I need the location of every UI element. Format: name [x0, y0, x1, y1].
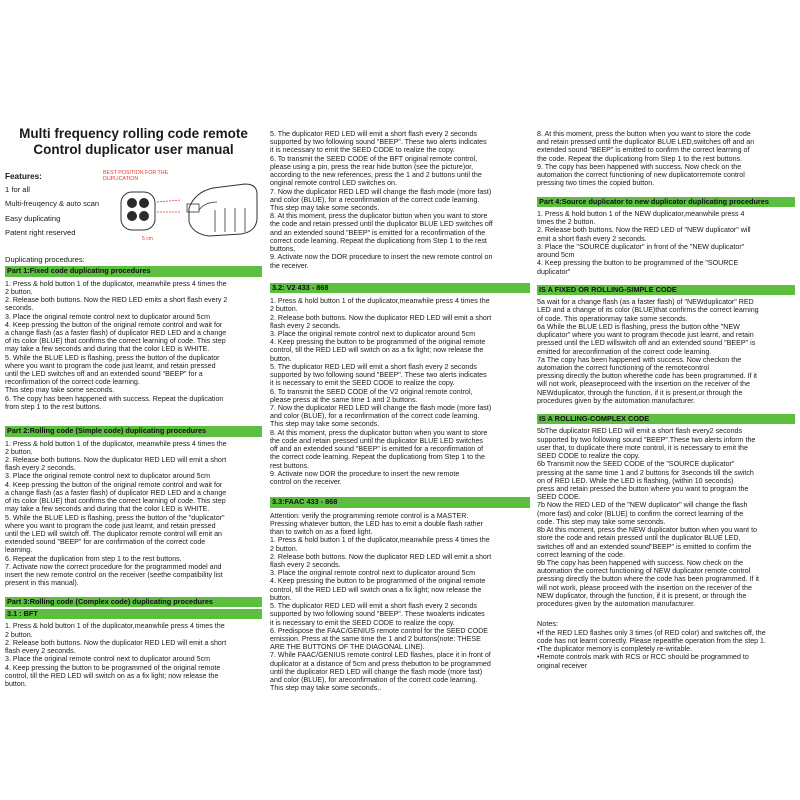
bft-heading: 3.1 : BFT: [5, 609, 262, 619]
column-middle: [270, 0, 530, 692]
part2-heading: Part 2:Rolling code (Simple code) duplicating procedures: [5, 426, 262, 436]
notes-text: •If the RED LED flashes only 3 times (of RED color) and switches off, the code has not learnt correctly. Please repeatthe operation from the step 1. •The duplicator memory is completely re-writable. •Remote controls mark with RCS or RCC should be programmed to original receiver: [537, 628, 766, 670]
complex-text: 5bThe duplicator RED LED will emit a short flash every2 seconds supported by two following sound "BEEP".These two alerts inform the user that, to duplicate there mote control, it is necessary to emit the SEED CODE to realize the copy. 6b Transmit now the SEED CODE of the "SOURCE duplicator" pressing at the same time 1 and 2 buttons for 3seconds till the switch on of RED LED. While the LED is flashing, (within 10 seconds) press and retain pressed the button where you want to program the SEED CODE. 7b Now the RED LED of the "NEW duplicator" will change the flash (more fast) and color (BLUE) to confirm the correct learning of the code. This step may take some seconds. 8b At this moment, press the NEW duplicator button when you want to store the code and retain pressed until the duplicator BLUE LED, switches off and an extended sound"BEEP" is emitted to confirm the correct learning of the code. 9b The copy has been happened with success. Now check on the automation the correct functioning of NEW duplicator remote control pressing directly the button where the code has been programmed. If it will not work, please proceed with the insertion on the receiver of the NEW duplicator, through the function, if it is present, or through the procedures given by the automation manufacturer.: [537, 427, 760, 609]
procedures-label: Duplicating procedures:: [5, 255, 85, 265]
part2-text: 1. Press & hold button 1 of the duplicator, meanwhile press 4 times the 2 button. 2. Release both buttons. Now the duplicator RED LED will emit a short flash every 2 seconds. 3. Place the original remote control next to duplicator around 5cm 4. Keep pressing the button of the original remote control and wait for a change flash (as a faster flash) of duplicator RED LED and a change of its color (BLUE) that confirms the correct learning of code. This step may take a few seconds and during that the color LED is WHITE. 5. While the BLUE LED is flashing, press the button of the "duplicator" where you want to program the code just learnt, and retain pressed until the LED will switch off. The duplicator remote control will emit an extended sound "BEEP" for are confirmation of the correct code learning. 6. Repeat the duplication from step 1 to the rest buttons. 7. Activate now the correct procedure for the programmed model and insert the new remote control on the receiver (seethe compatibility list present in this manual).: [5, 439, 227, 588]
bft-text: 1. Press & hold button 1 of the duplicator,meanwhile press 4 times the 2 button. 2. Release both buttons. Now the duplicator RED LED will emit a short flash every 2 seconds. 3. Place the original remote control next to duplicator around 5cm 4. Keep pressing the button to be programmed of the original remote control, till the RED LED will switch on as a fix light; now release the button.: [5, 622, 227, 688]
column-right: [537, 0, 795, 670]
feature-item: Easy duplicating: [5, 214, 61, 224]
fixed-simple-text: 5a wait for a change flash (as a faster flash) of "NEWduplicator" RED LED and a change of its color (BLUE)that confirms the correct learning of code. This operationmay take some seconds. 6a While the BLUE LED is flashing, press the button ofthe "NEW duplicator" where you want to program thecode just learnt, and retain pressed until the LED willswitch off and an extended sound "BEEP" is emitted for areconfirmation of the correct code learning. 7a The copy has been happened with success. Now checkon the automation the correct functioning of the remotecontrol pressing directly the button wherethe code has been programmed. If it will not work, pleaseproceed with the insertion on the receiver of the NEWduplicator, through the function, if it is present,or through the procedures given by the automation manufacturer.: [537, 298, 759, 405]
feature-item: 1 for all: [5, 185, 30, 195]
complex-heading: IS A ROLLING-COMPLEX CODE: [537, 414, 795, 424]
feature-item: Multi-freuqency & auto scan: [5, 199, 100, 209]
faac-heading: 3.3:FAAC 433 - 868: [270, 497, 530, 507]
title-line-1: Multi frequency rolling code remote: [19, 126, 248, 141]
faac-text-continued: 8. At this moment, press the button when you want to store the code and retain pressed until the duplicator BLUE LED,switches off and an extended sound "BEEP" is emitted to confirm the correct learning of the code. Repeat the duplicationg from Step 1 to the rest buttons. 9. The copy has been happened with success. Now check on the automation the correct functioning of new duplicatorremote control pressing two times the copied button.: [537, 130, 755, 188]
feature-item: Patent right reserved: [5, 228, 76, 238]
v2-text: 1. Press & hold button 1 of the duplicator,meanwhile press 4 times the 2 button. 2. Release both buttons. Now the duplicator RED LED will emit a short flash every 2 seconds. 3. Place the original remote control next to duplicator around 5cm 4. Keep pressing the button to be programmed of the original remote control, till the RED LED will switch on as a fix light; now release the button. 5. The duplicator RED LED will emit a short flash every 2 seconds supported by two following sound "BEEP". These two alerts indicates it is necessary to emit the SEED CODE to realize the copy. 6. To transmit the SEED CODE of the V2 original remote control, please press at the same time 1 and 2 buttons. 7. Now the duplicator RED LED will change the flash mode (more fast) and color (BLUE), for a reconfirmation of the correct code learning. This step may take some seconds. 8. At this moment, press the duplicator button when you want to store the code and retain pressed until the duplicator BLUE LED switches off and an extended sound "BEEP" is emitted for a reconfirmation of the correct code learning. Repeat the duplicationg from Step 1 to the rest buttons. 9. Activate now DOR the procedure to insert the new remote control on the receiver.: [270, 297, 492, 486]
bft-text-continued: 5. The duplicator RED LED will emit a short flash every 2 seconds supported by two following sound "BEEP". These two alerts indicates it is necessary to emit the SEED CODE to realize the copy. 6. To transmit the SEED CODE of the BFT original remote control, please using a pin, press the rear hide button (see the picture)or, according to the new references, press the 1 and 2 buttons until the original remote control LED switches on. 7. Now the duplicator RED LED will change the flash mode (more fast) and color (BLUE), for a reconfirmation of the correct code learning. This step may take some seconds. 8. At this moment, press the duplicator button when you want to store the code and retain pressed until the duplicator BLUE LED switches off and an extended sound "BEEP" is emitted for a reconfirmation of the correct code learning. Repeat the duplicationg from Step 1 to the rest buttons. 9. Activate now the DOR procedure to insert the new remote control on the receiver.: [270, 130, 493, 270]
manual-title: [5, 126, 262, 158]
fixed-simple-heading: IS A FIXED OR ROLLING-SIMPLE CODE: [537, 285, 795, 295]
notes-heading: Notes:: [537, 619, 559, 629]
part1-heading: Part 1:Fixed code duplicating procedures: [5, 266, 262, 276]
part4-text: 1. Press & hold button 1 of the NEW duplicator,meanwhile press 4 times the 2 button. 2. Release both buttons. Now the RED LED of "NEW duplicator" will emit a short flash every 2 seconds. 3. Place the "SOURCE duplicator" in front of the "NEW duplicator" around 5cm 4. Keep pressing the button to be programmed of the "SOURCE duplicator": [537, 209, 751, 276]
part4-heading: Part 4:Source duplicator to new duplicator duplicating procedures: [537, 197, 795, 207]
title-line-2: Control duplicator user manual: [33, 142, 234, 158]
faac-text: Attention: verify the programming remote control is a MASTER. Pressing whatever button, the LED has to emit a double flash rather than to switch on as a fixed light. 1. Press & hold button 1 of the duplicator,meanwhile press 4 times the 2 button. 2. Release both buttons. Now the duplicator RED LED will emit a short flash every 2 seconds. 3. Place the original remote control next to duplicator around 5cm 4. Keep pressing the button to be programmed of the original remote control, till the RED LED will switch onas a fix light; now release the button. 5. The duplicator RED LED will emit a short flash every 2 seconds supported by two following sound "BEEP". These twoalerts indicates it is necessary to emit the SEED CODE to realize the copy. 6. Predispose the FAAC/GENIUS remote control for the SEED CODE emission. Press at the same time the 1 and 2 buttons(note: THESE ARE THE BUTTONS OF THE DIAGONAL LINE). 7. While FAAC/GENIUS remote control LED flashes, place it in front of duplicator at a distance of 5cm and press thebutton to be programmed until the duplicator RED LED will change the flash mode (more fast) and color (BLUE), for areconfirmation of the correct code learning. This step may take some seconds..: [270, 511, 492, 693]
distance-label: 5 cm: [142, 236, 153, 243]
features-heading: Features:: [5, 172, 42, 182]
duplicator-hand-illustration: [185, 180, 263, 242]
best-position-label: BEST POSITION FOR THE DUPLICATION: [103, 170, 169, 183]
part1-text: 1. Press & hold button 1 of the duplicator, meanwhile press 4 times the 2 button. 2. Release both buttons. Now the RED LED emits a short flash every 2 seconds. 3. Place the original remote control next to duplicator around 5cm 4. Keep pressing the button of the original remote control and wait for a change flash (as a faster flash) of duplicator RED LED and a change of its color (BLUE) that confirms the correct learning of code. This step may take a few seconds and during that the color LED is WHITE. 5. While the BLUE LED is flashing, press the button of the duplicator where you want to program the code just learnt, and retain pressed until the LED switches off and an extended sound "BEEP" for a reconfirmation of the correct code learning. This step may take some seconds. 6. The copy has been happened with success. Repeat the duplication from step 1 to the rest buttons.: [5, 279, 228, 411]
remote-illustration: [113, 188, 183, 234]
features-block: [5, 172, 262, 250]
v2-heading: 3.2: V2 433 - 868: [270, 283, 530, 293]
part3-heading: Part 3:Rolling code (Complex code) duplicating procedures: [5, 597, 262, 607]
column-left: [5, 0, 262, 688]
